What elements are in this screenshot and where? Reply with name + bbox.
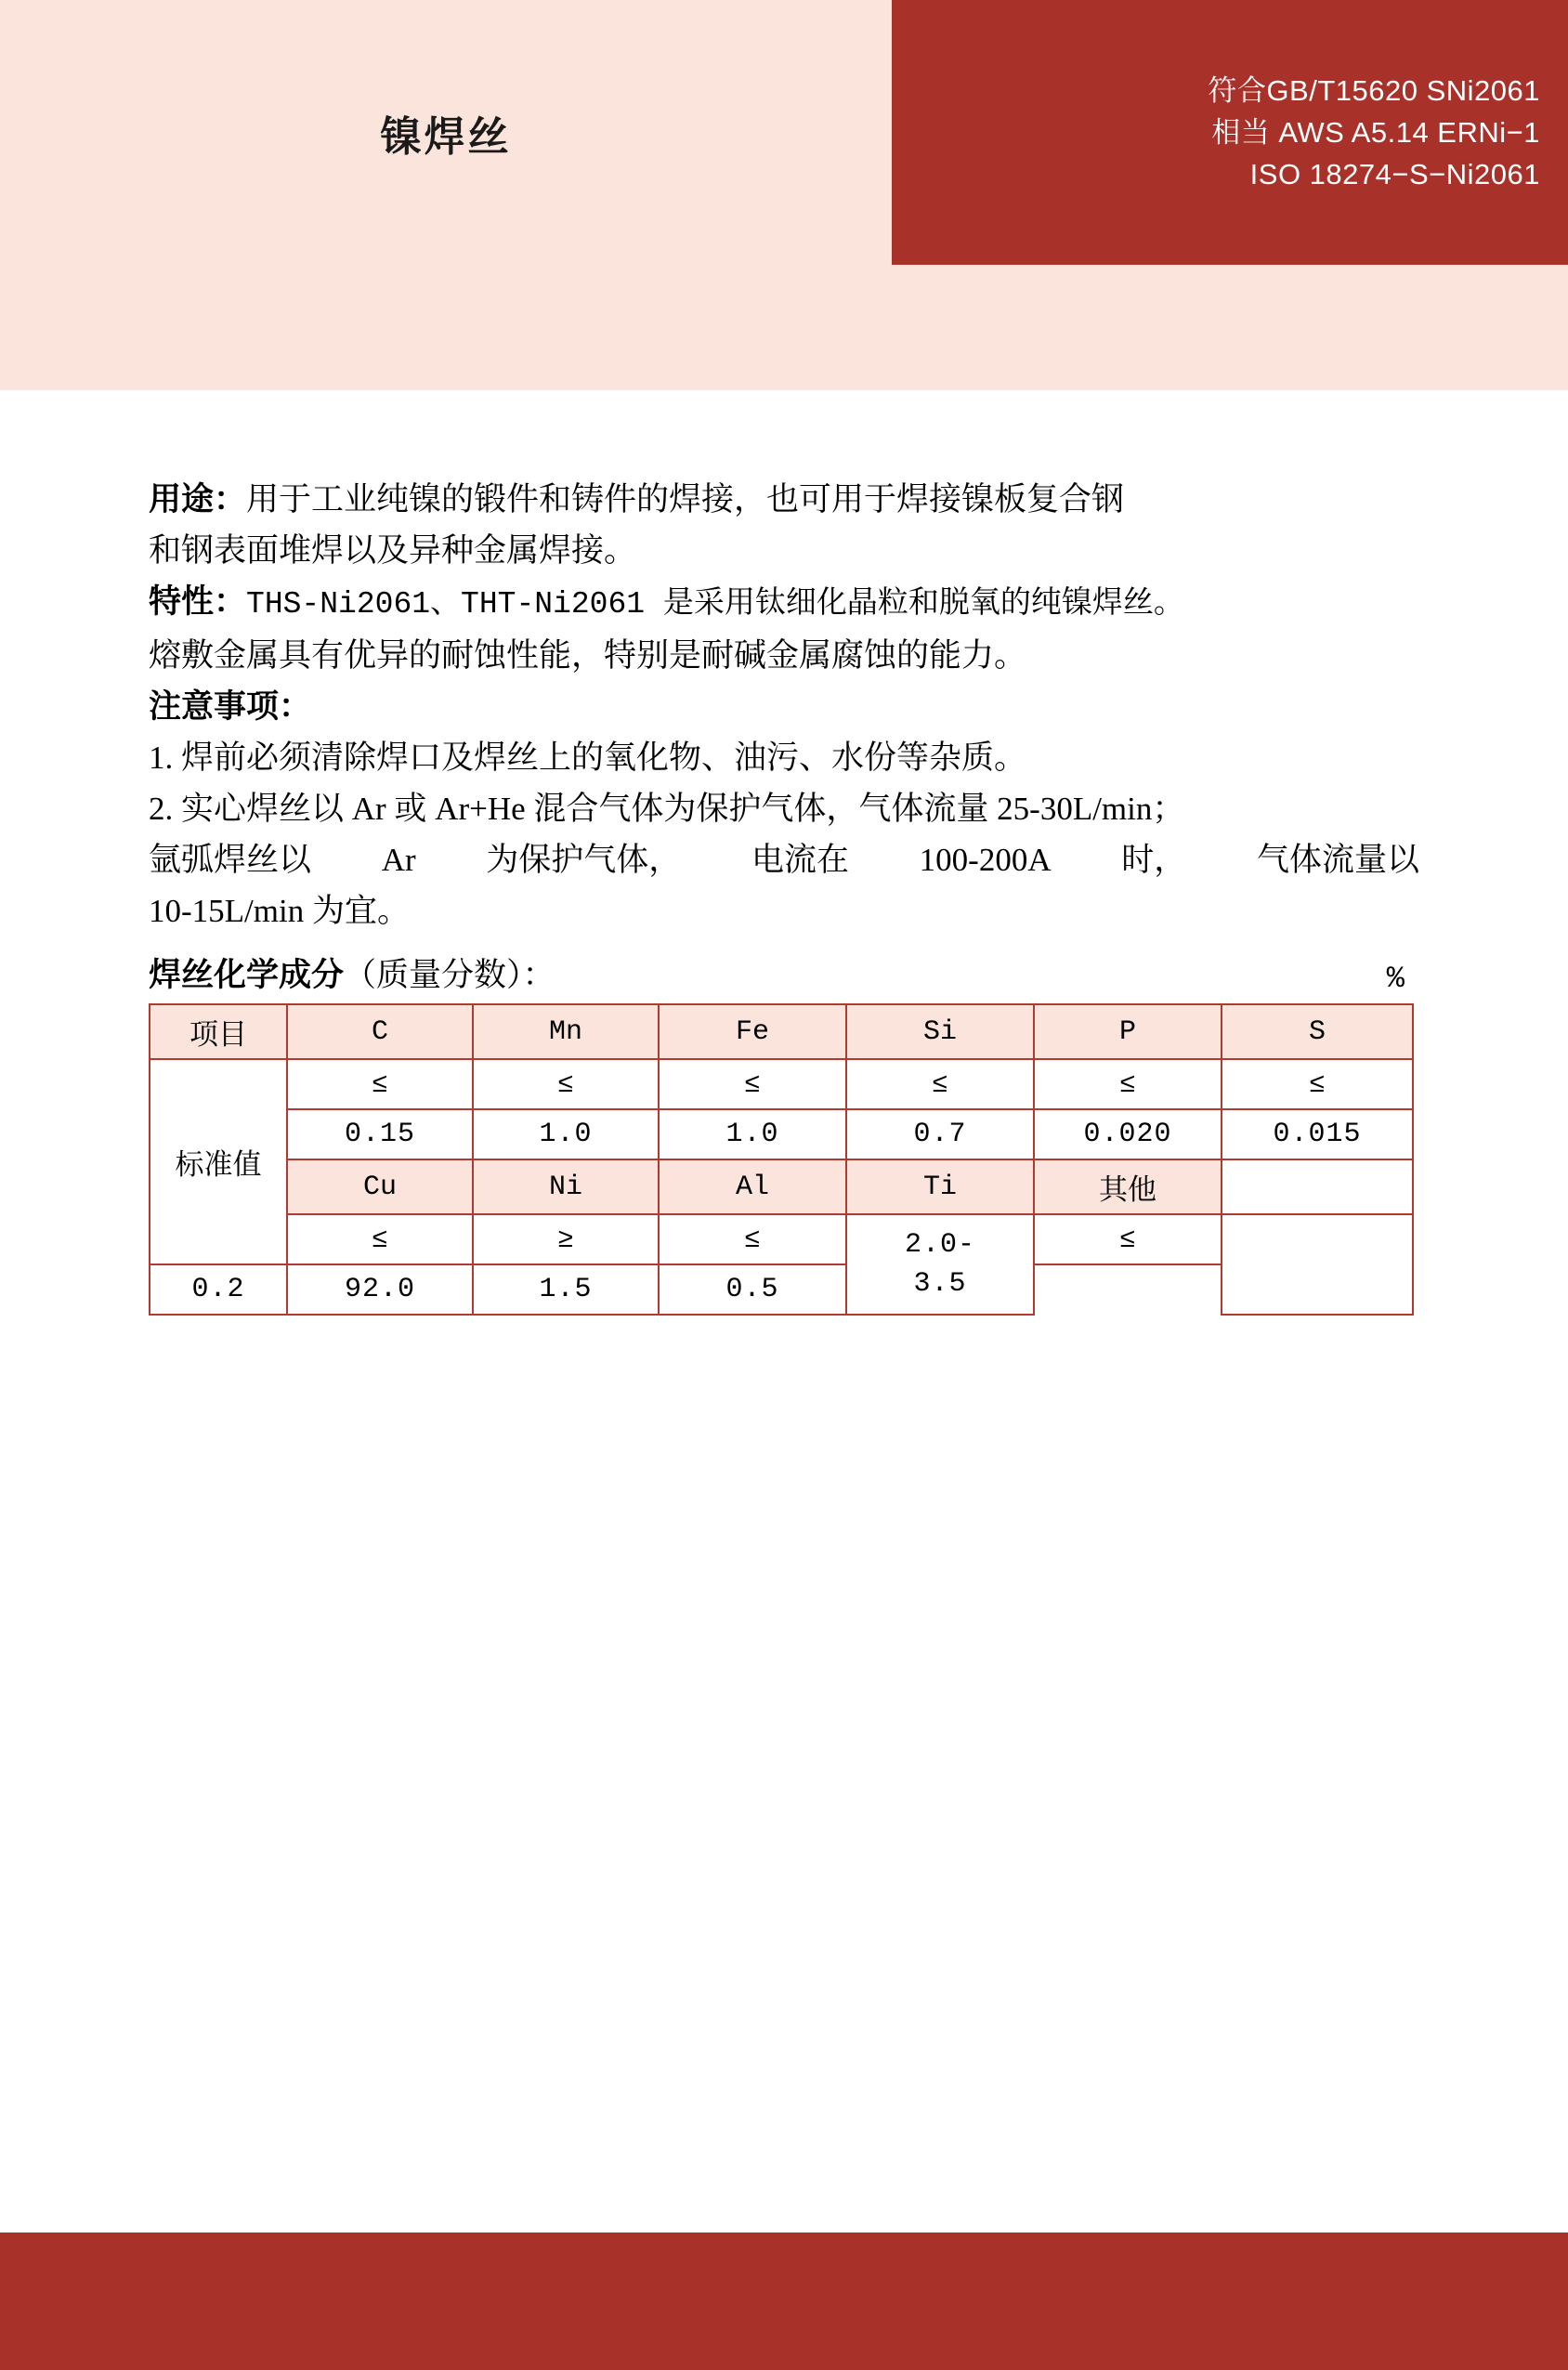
cell-op-cu: ≤ (287, 1214, 473, 1264)
cell-val-ti: 2.0- 3.5 (846, 1214, 1034, 1315)
note-2-line-1: 2. 实心焊丝以 Ar 或 Ar+He 混合气体为保护气体，气体流量 25-30L/min； (149, 791, 1185, 827)
table-header-p: P (1034, 1004, 1222, 1059)
note-2-line-2 (149, 834, 1419, 885)
note-2-seg-e: 100-200A (919, 842, 1052, 878)
table-row (150, 1059, 1413, 1109)
feature-line-1 (149, 576, 1419, 630)
usage-text-2: 和钢表面堆焊以及异种金属焊接。 (149, 532, 637, 569)
table-row (150, 1159, 1413, 1214)
table-row (150, 1109, 1413, 1159)
cell-op-mn: ≤ (473, 1059, 659, 1109)
feature-text-1: THS-Ni2061、THT-Ni2061 是采用钛细化晶粒和脱氧的纯镍焊丝。 (246, 587, 1184, 622)
usage-line-1 (149, 474, 1419, 525)
standard-line-1: 符合GB/T15620 SNi2061 (1208, 74, 1540, 107)
cell-val-c: 0.15 (287, 1109, 473, 1159)
note-2-seg-g: 气体流量以 (1256, 842, 1419, 878)
cell-val-mn: 1.0 (473, 1109, 659, 1159)
cell-op-c: ≤ (287, 1059, 473, 1109)
table-header-cu: Cu (287, 1159, 473, 1214)
table-header-al: Al (659, 1159, 846, 1214)
cell-op-al: ≤ (659, 1214, 846, 1264)
description-block (149, 390, 1419, 936)
cell-val-other: 0.5 (659, 1264, 846, 1315)
cell-val-al: 1.5 (473, 1264, 659, 1315)
usage-label: 用途： (149, 481, 247, 517)
table-header-fe: Fe (659, 1004, 846, 1059)
table-caption-bold: 焊丝化学成分 (149, 957, 345, 993)
cell-op-fe: ≤ (659, 1059, 846, 1109)
feature-line-2 (149, 630, 1419, 681)
standard-line-3: ISO 18274−S−Ni2061 (1249, 158, 1540, 190)
cell-op-other: ≤ (1034, 1214, 1222, 1264)
table-header-ti: Ti (846, 1159, 1034, 1214)
page-header (0, 0, 1568, 390)
table-row-label: 标准值 (150, 1059, 287, 1264)
feature-text-2: 熔敷金属具有优异的耐蚀性能，特别是耐碱金属腐蚀的能力。 (149, 637, 1027, 674)
table-unit: % (1386, 962, 1405, 996)
usage-line-2 (149, 525, 1419, 576)
note-2-seg-c: 为保护气体， (486, 842, 682, 878)
cell-blank (1222, 1214, 1413, 1315)
cell-val-cu: 0.2 (150, 1264, 287, 1315)
cell-op-p: ≤ (1034, 1059, 1222, 1109)
note-2-line-3: 10-15L/min 为宜。 (149, 893, 410, 929)
cell-val-fe: 1.0 (659, 1109, 846, 1159)
table-header-blank (1222, 1159, 1413, 1214)
table-header-mn: Mn (473, 1004, 659, 1059)
cell-op-s: ≤ (1222, 1059, 1413, 1109)
table-caption-row (149, 949, 1419, 996)
cell-val-p: 0.020 (1034, 1109, 1222, 1159)
table-header-c: C (287, 1004, 473, 1059)
usage-text-1: 用于工业纯镍的锻件和铸件的焊接，也可用于焊接镍板复合钢 (246, 481, 1125, 517)
table-header-item: 项目 (150, 1004, 287, 1059)
table-row (150, 1004, 1413, 1059)
table-row (150, 1214, 1413, 1264)
notes-label: 注意事项： (149, 688, 312, 725)
document-body (0, 390, 1568, 1316)
table-header-si: Si (846, 1004, 1034, 1059)
cell-val-ni: 92.0 (287, 1264, 473, 1315)
cell-op-si: ≤ (846, 1059, 1034, 1109)
standards-badge (892, 0, 1568, 265)
note-2-seg-b: Ar (381, 842, 416, 878)
table-caption-rest: （质量分数）： (344, 957, 555, 993)
cell-val-si: 0.7 (846, 1109, 1034, 1159)
note-2-seg-a: 氩弧焊丝以 (149, 842, 312, 878)
feature-label: 特性： (149, 583, 247, 620)
table-header-s: S (1222, 1004, 1413, 1059)
note-2-seg-d: 电流在 (751, 842, 849, 878)
footer-bar (0, 2233, 1568, 2370)
standard-line-2: 相当 AWS A5.14 ERNi−1 (1211, 116, 1540, 149)
page-title: 镍焊丝 (380, 113, 512, 160)
cell-op-ni: ≥ (473, 1214, 659, 1264)
table-header-ni: Ni (473, 1159, 659, 1214)
note-1: 1. 焊前必须清除焊口及焊丝上的氧化物、油污、水份等杂质。 (149, 740, 1027, 776)
table-header-other: 其他 (1034, 1159, 1222, 1214)
cell-val-s: 0.015 (1222, 1109, 1413, 1159)
composition-table (149, 1003, 1414, 1316)
table-caption (149, 949, 555, 996)
note-2-seg-f: 时， (1121, 842, 1187, 878)
